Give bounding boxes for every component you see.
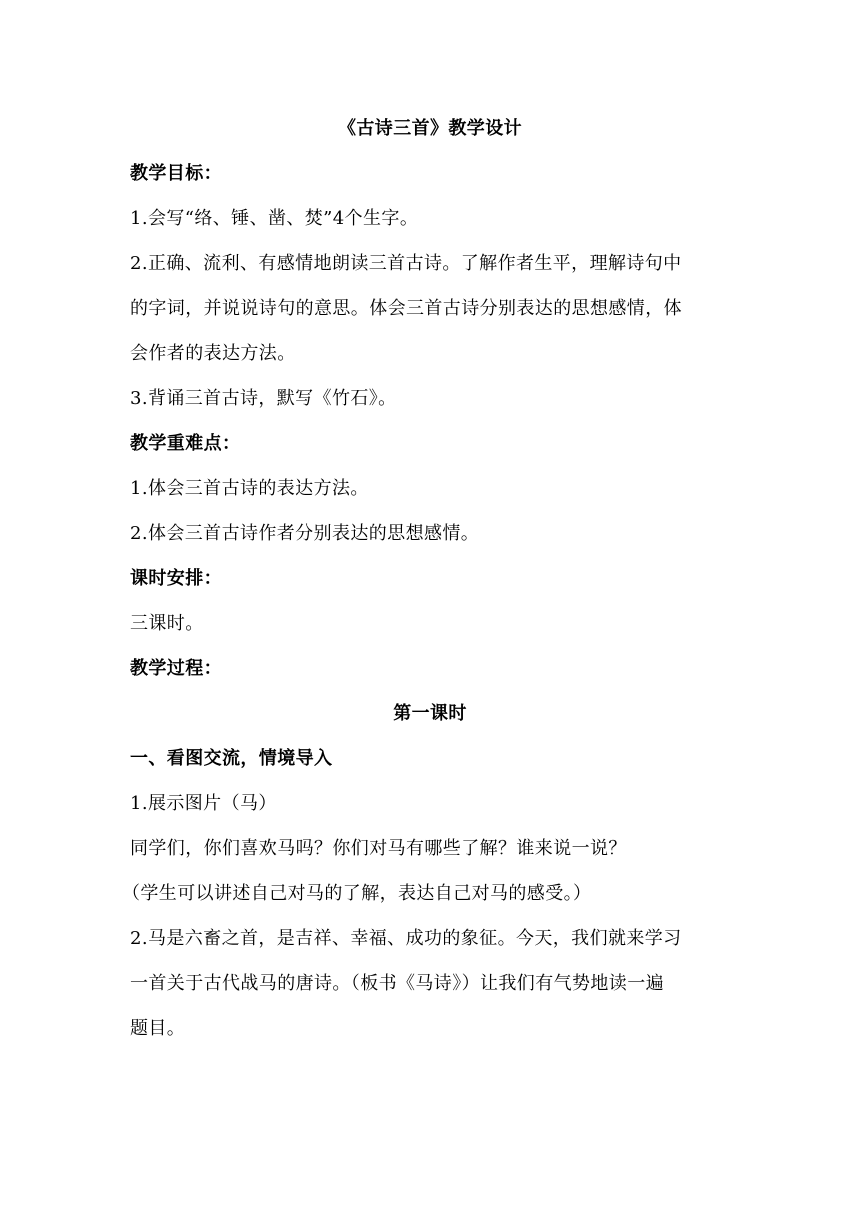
section-line: 一首关于古代战马的唐诗。（板书《马诗》）让我们有气势地读一遍 — [130, 973, 664, 994]
lesson-title: 第一课时 — [393, 703, 467, 724]
document-title: 《古诗三首》教学设计 — [338, 118, 522, 139]
key-point-line: 2.体会三首古诗作者分别表达的思想感情。 — [130, 523, 480, 544]
section-line: 2.马是六畜之首，是吉祥、幸福、成功的象征。今天，我们就来学习 — [130, 928, 682, 949]
section-line: 同学们，你们喜欢马吗？你们对马有哪些了解？谁来说一说？ — [130, 838, 627, 859]
objective-line: 的字词，并说说诗句的意思。体会三首古诗分别表达的思想感情，体 — [130, 298, 682, 319]
key-points-heading: 教学重难点： — [130, 433, 241, 454]
schedule-text: 三课时。 — [130, 613, 204, 634]
section-heading: 一、看图交流，情境导入 — [130, 748, 333, 769]
objective-line: 1.会写“络、锤、凿、焚”4个生字。 — [130, 208, 419, 229]
schedule-heading: 课时安排： — [130, 568, 222, 589]
objectives-heading: 教学目标： — [130, 163, 222, 184]
objective-line: 会作者的表达方法。 — [130, 343, 296, 364]
objective-line: 3.背诵三首古诗，默写《竹石》。 — [130, 388, 397, 409]
process-heading: 教学过程： — [130, 658, 222, 679]
section-line: 1.展示图片（马） — [130, 793, 277, 814]
section-line: （学生可以讲述自己对马的了解，表达自己对马的感受。） — [122, 883, 592, 904]
key-point-line: 1.体会三首古诗的表达方法。 — [130, 478, 369, 499]
objective-line: 2.正确、流利、有感情地朗读三首古诗。了解作者生平，理解诗句中 — [130, 253, 682, 274]
section-line: 题目。 — [130, 1018, 186, 1039]
